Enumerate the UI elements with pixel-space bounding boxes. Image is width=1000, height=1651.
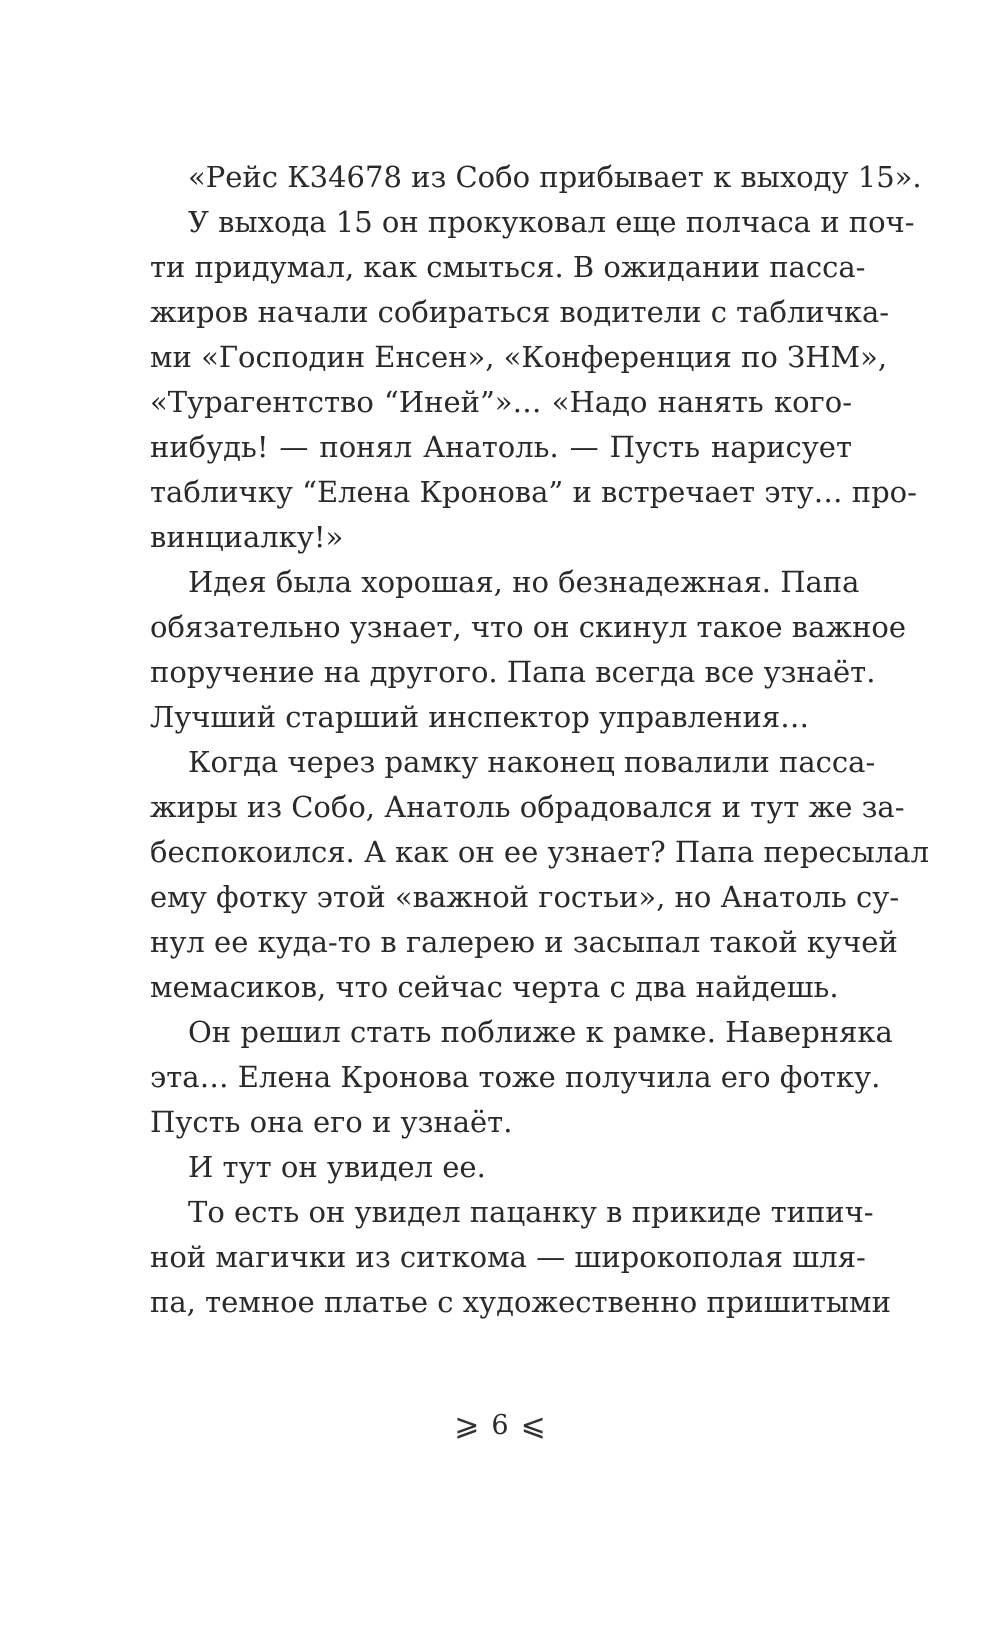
text-line: па, темное платье с художественно пришитыми — [150, 1285, 891, 1319]
left-ornament-icon: ⩾ — [454, 1407, 480, 1443]
text-line: беспокоился. А как он ее узнает? Папа пересылал — [150, 835, 930, 869]
text-line: ти придумал, как смыться. В ожидании пасса- — [150, 250, 866, 284]
text-line: обязательно узнает, что он скинул такое важное — [150, 610, 907, 644]
text-line: Идея была хорошая, но безнадежная. Папа — [188, 565, 860, 599]
right-ornament-icon: ⩽ — [520, 1407, 546, 1443]
text-line: И тут он увидел ее. — [188, 1150, 486, 1184]
text-line: эта… Елена Кронова тоже получила его фотку. — [150, 1060, 881, 1094]
text-line: ему фотку этой «важной гостьи», но Анатоль су- — [150, 880, 900, 914]
text-line: жиров начали собираться водители с табличка- — [150, 295, 890, 329]
text-line: мемасиков, что сейчас черта с два найдешь. — [150, 970, 839, 1004]
text-line: «Рейс К34678 из Собо прибывает к выходу 15». — [188, 160, 922, 194]
body-text — [150, 155, 930, 1325]
page-number: 6 — [491, 1409, 509, 1441]
text-line: Он решил стать поближе к рамке. Наверняка — [188, 1015, 893, 1049]
text-line: жиры из Собо, Анатоль обрадовался и тут же за- — [150, 790, 905, 824]
text-line: нибудь! — понял Анатоль. — Пусть нарисует — [150, 430, 852, 464]
text-line: винциалку!» — [150, 520, 344, 554]
text-line: поручение на другого. Папа всегда все узнаёт. — [150, 655, 876, 689]
text-line: нул ее куда-то в галерею и засыпал такой кучей — [150, 925, 898, 959]
text-line: ми «Господин Енсен», «Конференция по ЗНМ», — [150, 340, 888, 374]
text-line: То есть он увидел пацанку в прикиде типич- — [188, 1195, 874, 1229]
text-line: У выхода 15 он прокуковал еще полчаса и поч- — [188, 205, 915, 239]
text-line: Пусть она его и узнаёт. — [150, 1105, 513, 1139]
text-line: «Турагентство “Иней”»… «Надо нанять кого- — [150, 385, 852, 419]
text-line: Лучший старший инспектор управления… — [150, 700, 810, 734]
text-line: ной магички из ситкома — широкополая шля- — [150, 1240, 866, 1274]
text-line: табличку “Елена Кронова” и встречает эту… про- — [150, 475, 917, 509]
text-line: Когда через рамку наконец повалили пасса- — [188, 745, 876, 779]
page-footer — [0, 1400, 1000, 1450]
